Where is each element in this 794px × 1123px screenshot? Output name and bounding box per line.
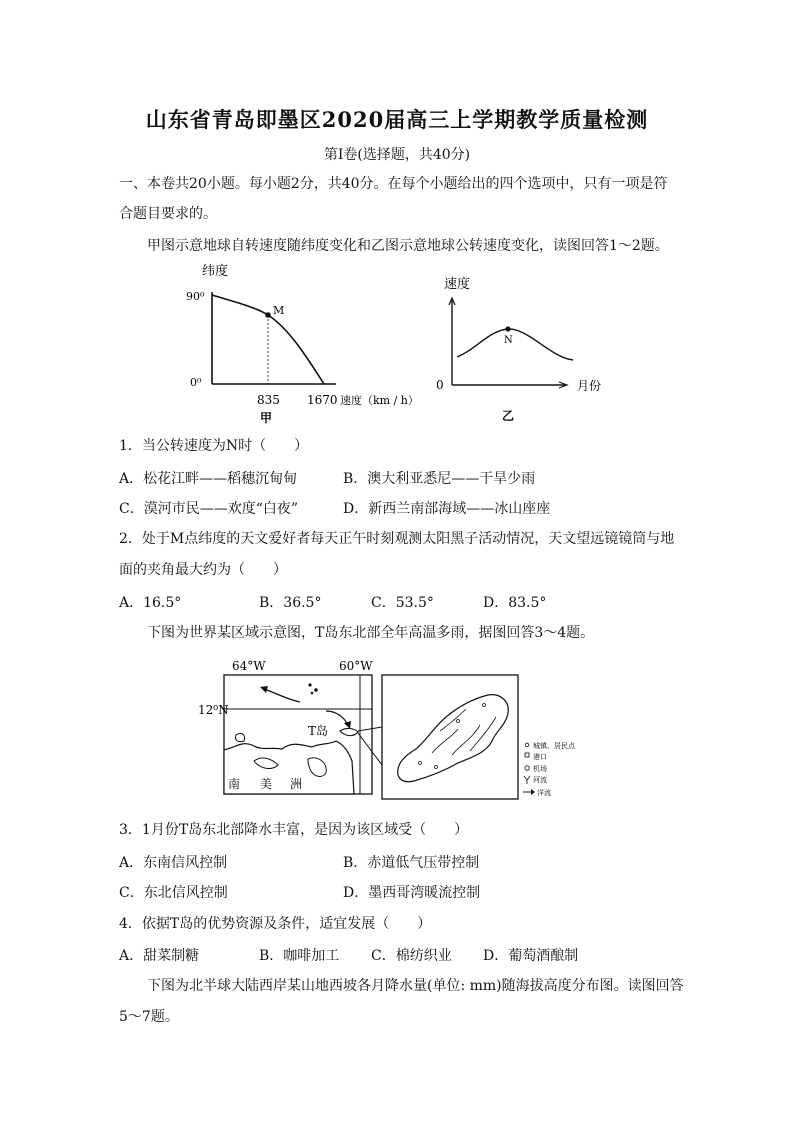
figure-jia	[180, 262, 440, 424]
point-m	[265, 312, 271, 318]
q3-option-d[interactable]: D．墨西哥湾暖流控制	[343, 885, 481, 901]
q1-option-a[interactable]: A．松花江畔——稻穗沉甸甸	[119, 471, 298, 487]
q4-option-d[interactable]: D．葡萄酒酿制	[483, 948, 579, 964]
q3-option-b[interactable]: B．赤道低气压带控制	[343, 855, 480, 871]
q2-option-a[interactable]: A．16.5°	[119, 595, 182, 611]
y-zero-label: 0	[436, 378, 444, 392]
map-figure	[196, 655, 616, 805]
figure-caption: 乙	[502, 409, 515, 423]
q2-stem-line2: 面的夹角最大约为（ ）	[119, 562, 287, 578]
q3-option-a[interactable]: A．东南信风控制	[119, 855, 228, 871]
passage-2: 下图为世界某区域示意图，T岛东北部全年高温多雨，据图回答3～4题。	[147, 625, 595, 641]
q1-stem: 1．当公转速度为N时（ ）	[119, 438, 309, 454]
lon-64-label: 64°W	[232, 659, 266, 673]
passage-3-line1: 下图为北半球大陆西岸某山地西坡各月降水量(单位: mm)随海拔高度分布图。读图回答	[147, 978, 684, 994]
section-intro-line2: 合题目要求的。	[119, 206, 217, 222]
lat-12-label: 12⁰N	[198, 703, 229, 717]
y-axis-label: 纬度	[202, 264, 229, 279]
passage-1: 甲图示意地球自转速度随纬度变化和乙图示意地球公转速度变化，读图回答1～2题。	[147, 238, 669, 254]
continent-label-2: 美	[260, 777, 273, 791]
island-label: T岛	[308, 724, 329, 738]
passage-3-line2: 5～7题。	[119, 1009, 179, 1025]
q2-option-d[interactable]: D．83.5°	[483, 595, 547, 611]
q4-stem: 4．依据T岛的优势资源及条件，适宜发展（ ）	[119, 916, 432, 932]
point-n-label: N	[504, 335, 513, 346]
point-n	[505, 326, 510, 331]
x-axis-label: 速度（km / h）	[340, 394, 419, 407]
x-axis-label: 月份	[577, 379, 602, 393]
q3-stem: 3．1月份T岛东北部降水丰富，是因为该区域受（ ）	[119, 822, 469, 838]
page-title: 山东省青岛即墨区2020届高三上学期教学质量检测	[145, 107, 649, 132]
q1-option-b[interactable]: B．澳大利亚悉尼——干旱少雨	[343, 471, 536, 487]
q1-option-c[interactable]: C．漠河市民——欢度“白夜”	[119, 501, 299, 517]
legend-current: 洋流	[537, 789, 551, 797]
legend-port: 港口	[533, 753, 547, 761]
figure-yi	[430, 272, 620, 424]
q2-option-b[interactable]: B．36.5°	[259, 595, 322, 611]
y-top-label: 90⁰	[186, 290, 205, 303]
q3-option-c[interactable]: C．东北信风控制	[119, 885, 228, 901]
point-m-label: M	[273, 304, 285, 317]
legend-airport: 机场	[533, 765, 547, 773]
q2-option-c[interactable]: C．53.5°	[371, 595, 434, 611]
section-intro-line1: 一、本卷共20小题。每小题2分，共40分。在每个小题给出的四个选项中，只有一项是符	[119, 176, 668, 192]
x-tick-1670: 1670	[307, 393, 338, 407]
continent-label-3: 洲	[290, 777, 303, 791]
q4-option-c[interactable]: C．棉纺织业	[371, 948, 452, 964]
continent-label-1: 南	[228, 777, 241, 791]
y-zero-label: 0⁰	[190, 376, 202, 389]
x-tick-835: 835	[257, 393, 280, 407]
legend-town: 城镇、居民点	[533, 742, 575, 750]
q1-option-d[interactable]: D．新西兰南部海域——冰山座座	[343, 501, 551, 517]
lon-60-label: 60°W	[339, 659, 373, 673]
q4-option-b[interactable]: B．咖啡加工	[259, 948, 340, 964]
q4-option-a[interactable]: A．甜菜制糖	[119, 948, 200, 964]
legend-river: 河流	[533, 776, 547, 784]
y-axis-label: 速度	[444, 277, 471, 292]
section-subtitle: 第Ⅰ卷(选择题，共40分)	[323, 147, 471, 163]
figure-caption: 甲	[260, 411, 273, 424]
q2-stem-line1: 2．处于M点纬度的天文爱好者每天正午时刻观测太阳黑子活动情况，天文望远镜镜筒与地	[119, 531, 675, 547]
